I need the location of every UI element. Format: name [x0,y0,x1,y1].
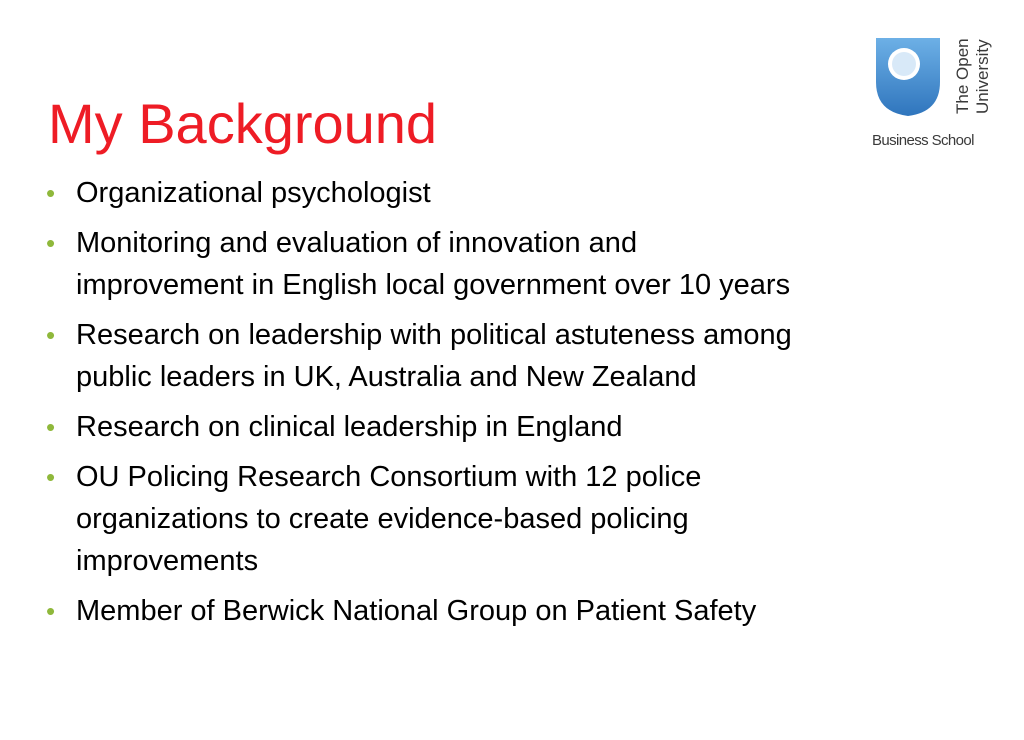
bullet-item [42,406,962,448]
open-university-logo [872,36,992,152]
bullet-dot-icon: • [46,178,56,208]
slide-title: My Background [48,92,438,155]
bullet-dot-icon: • [46,228,56,258]
bullet-text-line: OU Policing Research Consortium with 12 police [76,461,702,493]
bullet-text-line: Research on clinical leadership in England [76,411,623,443]
logo-school-name: Business School [872,132,974,149]
bullet-item [42,314,962,398]
bullet-item [42,456,962,582]
logo-line1: The Open [953,38,972,114]
ou-shield-icon [872,36,944,118]
bullet-dot-icon: • [46,596,56,626]
bullet-dot-icon: • [46,412,56,442]
bullet-text-line: improvements [76,545,259,577]
bullet-item [42,172,962,214]
bullet-dot-icon: • [46,320,56,350]
logo-line2: University [973,39,992,114]
university-wordmark [948,36,994,116]
bullet-text-line: public leaders in UK, Australia and New Zealand [76,361,697,393]
bullet-text-line: improvement in English local government over 10 years [76,269,791,301]
bullet-text-line: Member of Berwick National Group on Patient Safety [76,595,757,627]
bullet-text-line: Monitoring and evaluation of innovation and [76,227,638,259]
bullet-dot-icon: • [46,462,56,492]
bullet-item [42,590,962,632]
bullet-text-line: Organizational psychologist [76,177,431,209]
bullet-item [42,222,962,306]
bullet-text-line: organizations to create evidence-based policing [76,503,689,535]
bullet-list [42,172,962,640]
bullet-text-line: Research on leadership with political astuteness among [76,319,792,351]
